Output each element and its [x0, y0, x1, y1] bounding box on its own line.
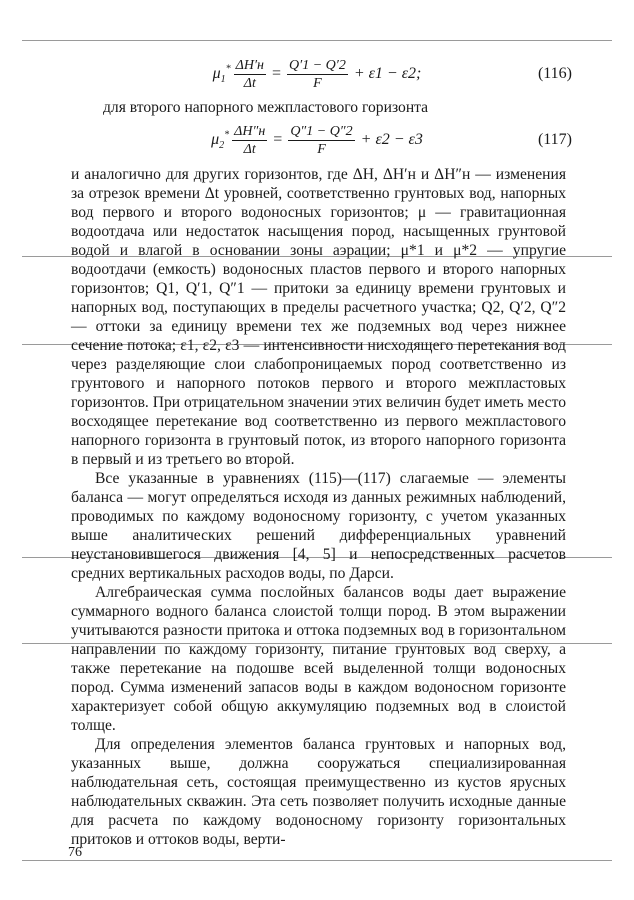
equation-117-number: (117): [537, 131, 572, 148]
eq117-tail: + ε2 − ε3: [360, 131, 423, 148]
eq116-rhs-numerator: Q′1 − Q′2: [289, 57, 346, 73]
equation-116-number: (116): [537, 65, 572, 82]
eq117-equals: =: [273, 131, 283, 148]
rule-bottom: [22, 860, 612, 861]
eq116-tail: + ε1 − ε2;: [353, 65, 422, 82]
eq117-rhs-denominator: F: [317, 141, 326, 157]
paragraph-balance-elements: Все указанные в уравнениях (115)—(117) слагаемые — элементы баланса — могут определяться исходя из данных режимных наблюдений, проводимых по каждому водоносному горизонту, с учетом указанных выше аналитических решений дифференциальных уравнений неустановившегося движения [4, 5] и непосредственных расчетов средних вертикальных расходов воды, по Дарси.: [71, 470, 566, 582]
eq116-lhs-fraction: [234, 58, 266, 91]
eq116-coef: $\mu_1^*$: [212, 63, 231, 86]
body-text: [71, 165, 566, 849]
rule-top: [22, 40, 612, 41]
equation-117: [0, 118, 634, 162]
eq116-rhs-denominator: F: [313, 75, 322, 91]
eq116-rhs-fraction: [287, 58, 348, 91]
eq116-lhs-denominator: Δt: [243, 75, 256, 91]
eq117-lhs-numerator: ΔH″н: [234, 123, 266, 139]
paragraph-observation-network: Для определения элементов баланса грунтовых и напорных вод, указанных выше, должна сооружаться специализированная наблюдательная сеть, состоящая преимущественно из кустов ярусных наблюдательных скважин. Эта сеть позволяет получить исходные данные для расчета по каждому водоносному горизонту горизонтальных притоков и оттоков воды, верти-: [71, 736, 566, 848]
caption-second-horizon: для второго напорного межпластового горизонта: [103, 99, 429, 116]
eq117-lhs-denominator: Δt: [243, 141, 256, 157]
page-number: 76: [68, 845, 82, 860]
equation-116: [0, 52, 634, 96]
eq117-coef: $\mu_2^*$: [211, 129, 230, 152]
eq117-lhs-fraction: [232, 124, 267, 157]
paragraph-definitions: и аналогично для других горизонтов, где ΔH, ΔH′н и ΔH″н — изменения за отрезок времени Δt уровней, соответственно грунтовых вод, напорных вод первого и второго водоносных горизонтов; μ — гравитационная водоотдача или недостаток насыщения пород, насыщенных грунтовой водой и влагой в основании зоны аэрации; μ*1 и μ*2 — упругие водоотдачи (емкость) водоносных пластов первого и второго напорных горизонтов; Q1, Q′1, Q″1 — притоки за единицу времени грунтовых и напорных вод, поступающих в пределы расчетного участка; Q2, Q′2, Q″2 — оттоки за единицу времени тех же подземных вод через нижнее сечение потока; ε1, ε2, ε3 — интенсивности нисходящего перетекания вод через разделяющие слои слабопроницаемых пород соответственно из грунтового и напорного потоков первого и второго межпластовых горизонтов. При отрицательном значении этих величин будет иметь место восходящее перетекание вод соответственно из первого межпластового напорного горизонта в грунтовый поток, из второго напорного горизонта в первый и из третьего во второй.: [71, 166, 566, 468]
eq116-equals: =: [272, 65, 282, 82]
eq116-lhs-numerator: ΔH′н: [235, 57, 264, 73]
eq117-rhs-fraction: [288, 124, 354, 157]
paragraph-algebraic-sum: Алгебраическая сумма послойных балансов воды дает выражение суммарного водного баланса слоистой толщи пород. В этом выражении учитываются разности притока и оттока подземных вод в горизонтальном направлении по каждому горизонту, питание грунтовых вод сверху, а также перетекание на подошве всей выделенной толщи водоносных пород. Сумма изменений запасов воды в каждом водоносном горизонте характеризует собой общую аккумуляцию подземных вод в слоистой толще.: [71, 584, 566, 734]
eq117-rhs-numerator: Q″1 − Q″2: [290, 123, 353, 139]
